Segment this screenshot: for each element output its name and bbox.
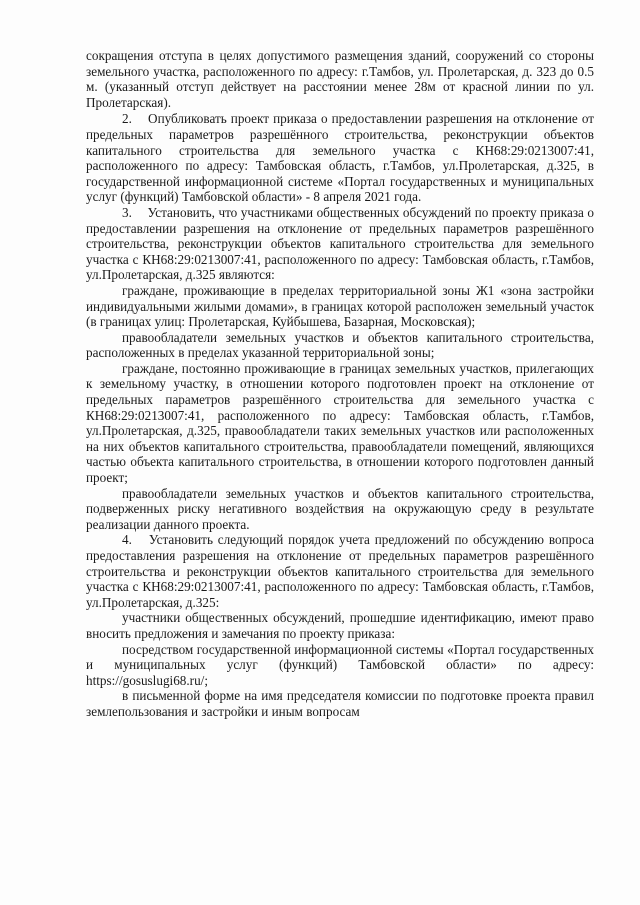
paragraph-portal-submission: посредством государственной информационной системы «Портал государственных и муниципальных услуг (функций) Тамбовской области» по адресу: https://gosuslugi68.ru/; (86, 641, 594, 688)
paragraph-continuation: сокращения отступа в целях допустимого размещения зданий, сооружений со стороны земельного участка, расположенного по адресу: г.Тамбов, ул. Пролетарская, д. 323 до 0.5 м. (указанный отступ действует на расстоянии менее 28м от красной линии по ул. Пролетарская). (86, 48, 594, 110)
paragraph-item-4 (86, 532, 594, 610)
paragraph-residents-adjacent: граждане, постоянно проживающие в границах земельных участков, прилегающих к земельному участку, в отношении которого подготовлен проект на отклонение от предельных параметров разрешённого строительства для земельного участка с КН68:29:0213007:41, расположенного по адресу: Тамбовская область, г.Тамбов, ул.Пролетарская, д.325, правообладатели таких земельных участков или расположенных на них объектов капитального строительства, правообладатели помещений, являющихся частью объекта капитального строительства, в отношении которого подготовлен данный проект; (86, 360, 594, 486)
paragraph-item-3 (86, 205, 594, 283)
paragraph-rightholders-zone: правообладатели земельных участков и объектов капитального строительства, расположенных в пределах указанной территориальной зоны; (86, 329, 594, 361)
paragraph-text: Опубликовать проект приказа о предоставлении разрешения на отклонение от предельных параметров разрешённого строительства, реконструкции объектов капитального строительства для земельного участка с КН68:29:0213007:41, расположенного по адресу: Тамбовская область, г.Тамбов, ул.Пролетарская, д.325, в государственной информационной системе «Портал государственных и муниципальных услуг (функций) Тамбовской области» - 8 апреля 2021 года. (86, 111, 595, 205)
item-number: 4. (122, 532, 132, 548)
item-number: 3. (122, 204, 132, 220)
paragraph-residents-zone: граждане, проживающие в пределах территориальной зоны Ж1 «зона застройки индивидуальными жилыми домами», в границах которой расположен земельный участок (в границах улиц: Пролетарская, Куйбышева, Базарная, Московская); (86, 282, 594, 330)
paragraph-text: Установить, что участниками общественных обсуждений по проекту приказа о предоставлении разрешения на отклонение от предельных параметров разрешённого строительства, реконструкции объектов капитального строительства для земельного участка с КН68:29:0213007:41, расположенного по адресу: Тамбовская область, г.Тамбов, ул.Пролетарская, д.325 являются: (86, 204, 595, 283)
item-number: 2. (122, 111, 132, 127)
paragraph-text: Установить следующий порядок учета предложений по обсуждению вопроса предоставления разрешения на отклонение от предельных параметров разрешённого строительства и реконструкции объектов капитального строительства для земельного участка с КН68:29:0213007:41, расположенного по адресу: Тамбовская область, г.Тамбов, ул.Пролетарская, д.325: (86, 532, 595, 610)
paragraph-participants-rights: участники общественных обсуждений, прошедшие идентификацию, имеют право вносить предложения и замечания по проекту приказа: (86, 610, 594, 641)
paragraph-written-submission: в письменной форме на имя председателя комиссии по подготовке проекта правил землепользования и застройки и иным вопросам (86, 688, 594, 719)
paragraph-rightholders-risk: правообладатели земельных участков и объектов капитального строительства, подверженных риску негативного воздействия на окружающую среду в результате реализации данного проекта. (86, 485, 594, 532)
paragraph-item-2 (86, 111, 594, 205)
document-body (86, 48, 594, 720)
